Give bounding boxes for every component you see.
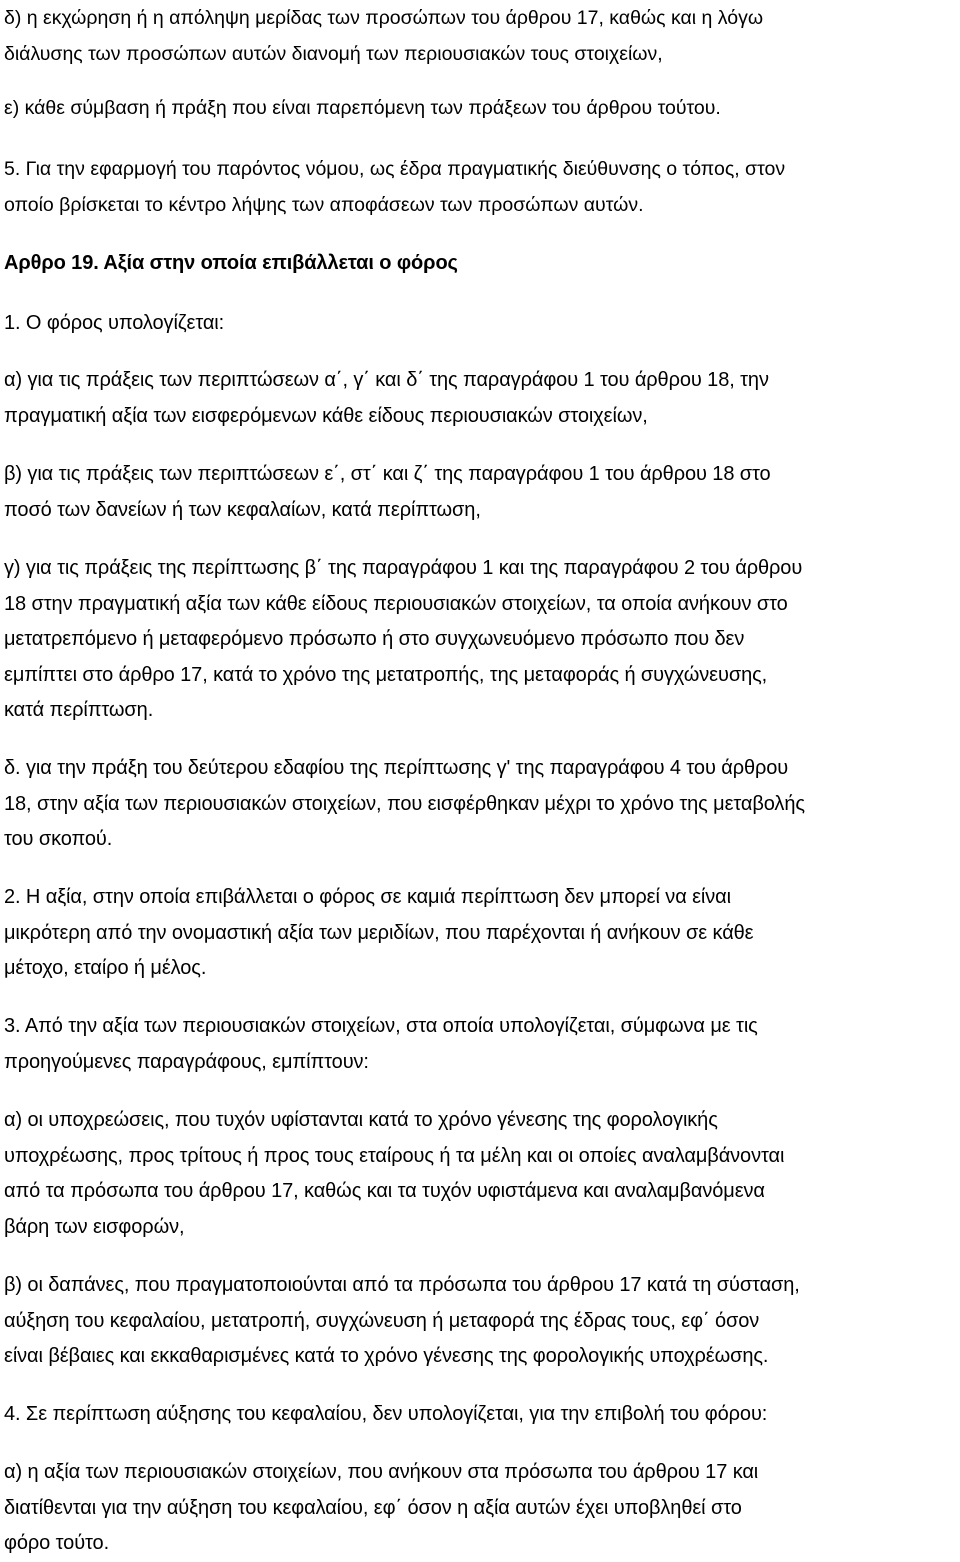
text-line: υποχρέωσης, προς τρίτους ή προς τους εταίρους ή τα μέλη και οι οποίες αναλαμβάνονται [4,1145,785,1167]
text-line: ποσό των δανείων ή των κεφαλαίων, κατά περίπτωση, [4,499,481,521]
text-line: β) οι δαπάνες, που πραγματοποιούνται από τα πρόσωπα του άρθρου 17 κατά τη σύσταση, [4,1274,800,1296]
text-line: είναι βέβαιες και εκκαθαρισμένες κατά το χρόνο γένεσης της φορολογικής υποχρέωσης. [4,1345,769,1367]
text-line: κατά περίπτωση. [4,699,154,721]
text-line: α) οι υποχρεώσεις, που τυχόν υφίστανται κατά το χρόνο γένεσης της φορολογικής [4,1109,718,1131]
text-line: ε) κάθε σύμβαση ή πράξη που είναι παρεπόμενη των πράξεων του άρθρου τούτου. [4,97,721,119]
text-line: του σκοπού. [4,828,113,850]
text-line: διατίθενται για την αύξηση του κεφαλαίου, εφ΄ όσον η αξία αυτών έχει υποβληθεί στο [4,1497,742,1519]
article-heading: Αρθρο 19. Αξία στην οποία επιβάλλεται ο φόρος [4,252,458,274]
text-line: 5. Για την εφαρμογή του παρόντος νόμου, ως έδρα πραγματικής διεύθυνσης ο τόπος, στον [4,158,786,180]
text-line: διάλυσης των προσώπων αυτών διανομή των περιουσιακών τους στοιχείων, [4,43,663,65]
text-line: α) η αξία των περιουσιακών στοιχείων, που ανήκουν στα πρόσωπα του άρθρου 17 και [4,1461,759,1483]
text-line: οποίο βρίσκεται το κέντρο λήψης των αποφάσεων των προσώπων αυτών. [4,194,644,216]
text-line: μετατρεπόμενο ή μεταφερόμενο πρόσωπο ή στο συγχωνευόμενο πρόσωπο που δεν [4,628,745,650]
text-line: φόρο τούτο. [4,1532,110,1554]
text-line: αύξηση του κεφαλαίου, μετατροπή, συγχώνευση ή μεταφορά της έδρας τους, εφ΄ όσον [4,1310,760,1332]
text-line: 18 στην πραγματική αξία των κάθε είδους περιουσιακών στοιχείων, τα οποία ανήκουν στο [4,593,788,615]
text-line: δ. για την πράξη του δεύτερου εδαφίου της περίπτωσης γ' της παραγράφου 4 του άρθρου [4,757,789,779]
text-line: βάρη των εισφορών, [4,1216,185,1238]
text-line: 18, στην αξία των περιουσιακών στοιχείων, που εισφέρθηκαν μέχρι το χρόνο της μεταβολής [4,793,805,815]
text-line: μέτοχο, εταίρο ή μέλος. [4,957,207,979]
text-line: 2. Η αξία, στην οποία επιβάλλεται ο φόρος σε καμιά περίπτωση δεν μπορεί να είναι [4,886,731,908]
text-line: μικρότερη από την ονομαστική αξία των μεριδίων, που παρέχονται ή ανήκουν σε κάθε [4,922,754,944]
text-line: προηγούμενες παραγράφους, εμπίπτουν: [4,1051,369,1073]
text-line: β) για τις πράξεις των περιπτώσεων ε΄, στ΄ και ζ΄ της παραγράφου 1 του άρθρου 18 στο [4,463,771,485]
text-line: 3. Από την αξία των περιουσιακών στοιχείων, στα οποία υπολογίζεται, σύμφωνα με τις [4,1015,758,1037]
text-line: από τα πρόσωπα του άρθρου 17, καθώς και τα τυχόν υφιστάμενα και αναλαμβανόμενα [4,1180,765,1202]
text-line: γ) για τις πράξεις της περίπτωσης β΄ της παραγράφου 1 και της παραγράφου 2 του άρθρου [4,557,803,579]
text-line: πραγματική αξία των εισφερόμενων κάθε είδους περιουσιακών στοιχείων, [4,405,648,427]
text-line: δ) η εκχώρηση ή η απόληψη μερίδας των προσώπων του άρθρου 17, καθώς και η λόγω [4,7,764,29]
text-line: α) για τις πράξεις των περιπτώσεων α΄, γ΄ και δ΄ της παραγράφου 1 του άρθρου 18, την [4,369,769,391]
text-line: 4. Σε περίπτωση αύξησης του κεφαλαίου, δεν υπολογίζεται, για την επιβολή του φόρου: [4,1403,768,1425]
text-line: εμπίπτει στο άρθρο 17, κατά το χρόνο της μετατροπής, της μεταφοράς ή συγχώνευσης, [4,664,768,686]
text-line: 1. Ο φόρος υπολογίζεται: [4,312,225,334]
